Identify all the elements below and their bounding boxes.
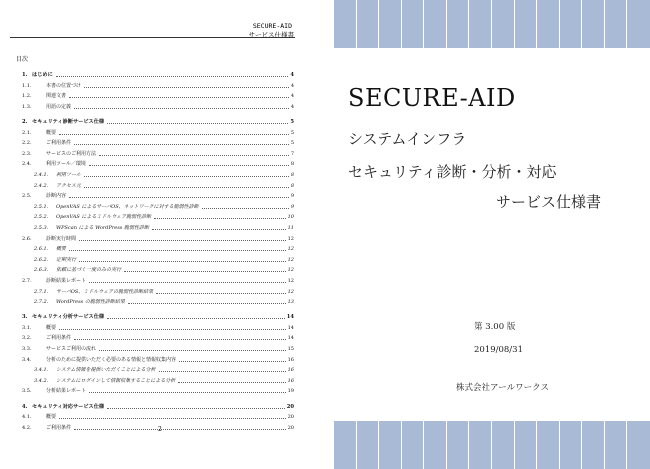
toc-leader-dots xyxy=(74,107,289,109)
toc-leader-dots xyxy=(79,239,286,241)
cover-band-cell xyxy=(424,421,447,469)
toc-leader-dots xyxy=(178,381,285,383)
toc-entry-title: 利用ツール／環境 xyxy=(46,161,86,168)
toc-entry-number: 2.6.3. xyxy=(34,267,49,274)
cover-band-cell xyxy=(492,421,515,469)
toc-entry-page: 12 xyxy=(287,256,294,263)
header-doc-code: SECURE-AID xyxy=(252,22,292,30)
toc-entry-number: 4. xyxy=(22,403,28,410)
toc-entry-title: 依頼に基づく一度のみの実行 xyxy=(56,267,122,274)
toc-leader-dots xyxy=(84,86,289,88)
cover-band-cell xyxy=(492,0,515,48)
toc-entry-title: システム情報を提供いただくことによる分析 xyxy=(56,367,156,374)
toc-entry-number: 2.4.2. xyxy=(34,182,49,189)
toc-entry-number: 3.2. xyxy=(22,335,32,342)
toc-leader-dots xyxy=(107,122,288,124)
toc-entry-number: 2.6. xyxy=(22,235,32,242)
toc-entry-title: セキュリティ分析サービス仕様 xyxy=(32,314,105,321)
toc-leader-dots xyxy=(84,186,289,188)
toc-entry-title: 定期実行 xyxy=(56,256,77,263)
cover-band-cell xyxy=(627,0,650,48)
cover-subtitle-line3: サービス仕様書 xyxy=(496,193,602,211)
toc-entry-number: 2.2. xyxy=(22,140,32,147)
toc-entry-title: WordPress の脆弱性診断結果 xyxy=(56,299,125,306)
toc-leader-dots xyxy=(59,417,286,419)
toc-entry-title: 概要 xyxy=(56,246,67,253)
cover-band-cell xyxy=(582,0,605,48)
toc-entry-title: アクセス元 xyxy=(56,182,81,189)
toc-leader-dots xyxy=(79,260,286,262)
toc-entry-title: 診断実行時間 xyxy=(46,235,77,242)
cover-band-cell xyxy=(515,421,538,469)
toc-entry-title: 分析のために提供いただく必要のある情報と情報収集内容 xyxy=(46,356,177,363)
toc-entry-number: 3.5. xyxy=(22,388,32,395)
toc-entry-number: 2.5.1. xyxy=(34,203,49,210)
toc-entry[interactable] xyxy=(22,159,294,167)
toc-entry-title: 診断結果レポート xyxy=(46,277,87,284)
toc-entry[interactable] xyxy=(22,412,294,420)
toc-entry[interactable] xyxy=(34,297,294,305)
toc-entry-number: 2.4.1. xyxy=(34,171,49,178)
toc-entry[interactable] xyxy=(22,149,294,157)
toc-entry-page: 19 xyxy=(287,388,294,395)
toc-leader-dots xyxy=(152,228,286,230)
toc-entry-page: 16 xyxy=(287,377,294,384)
toc-entry-number: 3.3. xyxy=(22,346,32,352)
header-doc-title: サービス仕様書 xyxy=(248,31,294,39)
toc-entry-number: 2.7.2. xyxy=(34,299,49,306)
toc-entry-title: ご利用条件 xyxy=(46,335,72,342)
toc-entry-title: OpenVAS によるミドルウェア脆弱性診断 xyxy=(56,214,152,221)
toc-entry[interactable] xyxy=(22,344,294,352)
cover-subtitle-line2: セキュリティ診断・分析・対応 xyxy=(348,163,557,181)
toc-entry-page: 5 xyxy=(290,118,294,125)
toc-entry-page: 12 xyxy=(287,246,294,253)
toc-entry[interactable] xyxy=(22,138,294,146)
toc-leader-dots xyxy=(107,407,285,409)
toc-leader-dots xyxy=(59,328,286,330)
toc-entry-number: 4.2. xyxy=(22,424,32,431)
toc-leader-dots xyxy=(59,133,289,135)
toc-entry-page: 14 xyxy=(287,335,294,342)
toc-entry[interactable] xyxy=(22,323,294,331)
cover-band-cell xyxy=(605,0,628,48)
cover-band-cell xyxy=(424,0,447,48)
toc-entry[interactable] xyxy=(22,128,294,136)
cover-band-cell xyxy=(537,0,560,48)
toc-entry-title: WPScan による WordPress 脆弱性診断 xyxy=(56,224,149,231)
toc-entry-title: 概要 xyxy=(46,324,57,331)
toc-entry-page: 4 xyxy=(290,103,294,110)
toc-entry-page: 8 xyxy=(290,161,294,168)
toc-entry-title: OpenVAS によるサーバOS、ネットワークに対する脆弱性診断 xyxy=(56,203,199,210)
toc-entry[interactable] xyxy=(22,312,294,320)
toc-leader-dots xyxy=(74,143,289,145)
cover-band-cell xyxy=(447,0,470,48)
toc-entry-title: 本書の位置づけ xyxy=(46,82,82,89)
page-number: 2 xyxy=(158,426,162,433)
toc-entry-page: 9 xyxy=(290,193,294,200)
toc-entry-title: サービスのご利用方法 xyxy=(46,150,97,157)
cover-title: SECURE-AID xyxy=(348,84,516,112)
toc-entry[interactable] xyxy=(34,376,294,384)
toc-leader-dots xyxy=(107,317,285,319)
toc-entry-number: 2. xyxy=(22,118,28,125)
toc-leader-dots xyxy=(69,249,286,251)
toc-entry-number: 2.4. xyxy=(22,161,32,168)
toc-leader-dots xyxy=(56,75,289,77)
toc-entry-page: 20 xyxy=(286,403,294,410)
toc-entry[interactable] xyxy=(22,355,294,363)
toc-leader-dots xyxy=(154,217,285,219)
toc-entry-page: 20 xyxy=(287,424,294,431)
toc-leader-dots xyxy=(99,349,286,351)
toc-leader-dots xyxy=(179,360,286,362)
toc-entry-number: 1.3. xyxy=(22,103,32,110)
toc-leader-dots xyxy=(89,164,289,166)
toc-entry-page: 4 xyxy=(290,93,294,100)
toc-entry[interactable] xyxy=(34,287,294,295)
toc-entry[interactable] xyxy=(34,181,294,189)
cover-band-cell xyxy=(402,0,425,48)
cover-band-cell xyxy=(515,0,538,48)
toc-entry-number: 1.2. xyxy=(22,93,32,100)
toc-entry[interactable] xyxy=(22,91,294,99)
toc-leader-dots xyxy=(69,96,289,98)
toc-list xyxy=(0,0,322,469)
toc-entry-page: 12 xyxy=(287,277,294,284)
cover-version: 第 3.00 版 xyxy=(474,322,516,332)
toc-entry-page: 12 xyxy=(287,235,294,242)
cover-band-cell xyxy=(605,421,628,469)
toc-entry[interactable] xyxy=(22,191,294,199)
toc-leader-dots xyxy=(74,338,286,340)
toc-entry-page: 4 xyxy=(290,82,294,89)
toc-entry[interactable] xyxy=(22,276,294,284)
toc-entry-title: 概要 xyxy=(46,129,57,136)
toc-entry-page: 14 xyxy=(286,314,294,321)
toc-entry-number: 1.1. xyxy=(22,82,32,89)
toc-entry-page: 13 xyxy=(287,299,294,306)
toc-entry-title: サーバOS、ミドルウェアの脆弱性診断結果 xyxy=(56,288,154,295)
toc-page xyxy=(0,0,322,469)
toc-entry-page: 4 xyxy=(290,72,294,78)
toc-entry[interactable] xyxy=(34,223,294,231)
toc-entry-number: 3. xyxy=(22,314,28,321)
toc-leader-dots xyxy=(124,270,286,272)
toc-entry[interactable] xyxy=(22,234,294,242)
toc-entry-page: 9 xyxy=(290,203,294,210)
toc-entry[interactable] xyxy=(34,212,294,220)
toc-entry-title: 診断内容 xyxy=(46,193,67,200)
cover-band-cell xyxy=(357,421,380,469)
toc-entry-title: はじめに xyxy=(32,72,53,78)
toc-entry-page: 16 xyxy=(287,356,294,363)
cover-band-cell xyxy=(334,0,357,48)
toc-leader-dots xyxy=(69,196,289,198)
cover-band-cell xyxy=(447,421,470,469)
toc-leader-dots xyxy=(156,292,286,294)
toc-leader-dots xyxy=(84,175,289,177)
toc-leader-dots xyxy=(159,370,286,372)
toc-heading: 目次 xyxy=(16,56,29,63)
toc-entry[interactable] xyxy=(34,265,294,273)
toc-entry-number: 3.4.1. xyxy=(34,367,49,374)
toc-entry[interactable] xyxy=(22,117,294,125)
toc-entry[interactable] xyxy=(22,102,294,110)
toc-entry-title: 関連文書 xyxy=(46,93,67,100)
toc-entry-number: 2.6.1. xyxy=(34,246,49,253)
toc-entry-page: 8 xyxy=(290,182,294,189)
toc-entry-page: 5 xyxy=(290,140,294,147)
cover-band-cell xyxy=(379,0,402,48)
toc-entry-page: 8 xyxy=(290,171,294,178)
toc-leader-dots xyxy=(89,281,286,283)
cover-band-cell xyxy=(469,421,492,469)
cover-band-cell xyxy=(357,0,380,48)
toc-entry-number: 1. xyxy=(22,72,28,78)
cover-date: 2019/08/31 xyxy=(474,345,523,355)
toc-entry-title: セキュリティ対応サービス仕様 xyxy=(32,403,105,410)
cover-band-cell xyxy=(379,421,402,469)
toc-entry-page: 12 xyxy=(287,288,294,295)
toc-entry[interactable] xyxy=(22,333,294,341)
toc-entry[interactable] xyxy=(34,365,294,373)
toc-entry-number: 2.5. xyxy=(22,193,32,200)
toc-leader-dots xyxy=(202,207,289,209)
toc-entry[interactable] xyxy=(22,81,294,89)
cover-band-cell xyxy=(334,421,357,469)
toc-entry-title: 概要 xyxy=(46,414,57,421)
toc-entry-title: 利用ツール xyxy=(56,171,81,178)
toc-entry-number: 2.1. xyxy=(22,129,32,136)
cover-band-cell xyxy=(560,0,583,48)
toc-entry-number: 2.7.1. xyxy=(34,288,49,295)
toc-entry-page: 14 xyxy=(287,324,294,331)
toc-entry[interactable] xyxy=(22,70,294,78)
toc-entry[interactable] xyxy=(34,244,294,252)
toc-entry-page: 5 xyxy=(290,129,294,136)
toc-entry-number: 2.3. xyxy=(22,150,32,157)
cover-company: 株式会社アールワークス xyxy=(456,383,549,393)
cover-band-cell xyxy=(560,421,583,469)
toc-entry-number: 3.4. xyxy=(22,356,32,363)
cover-band-cell xyxy=(402,421,425,469)
toc-entry-title: ご利用条件 xyxy=(46,140,72,147)
toc-entry-number: 2.7. xyxy=(22,277,32,284)
cover-top-band xyxy=(334,0,650,48)
toc-entry-title: セキュリティ診断サービス仕様 xyxy=(32,118,105,125)
toc-leader-dots xyxy=(99,154,289,156)
toc-entry[interactable] xyxy=(34,202,294,210)
toc-entry-number: 2.6.2. xyxy=(34,256,49,263)
toc-entry[interactable] xyxy=(34,255,294,263)
toc-entry-page: 10 xyxy=(287,214,294,221)
toc-entry-number: 3.4.2. xyxy=(34,377,49,384)
page-gutter xyxy=(322,0,334,469)
cover-page xyxy=(334,0,650,469)
toc-entry-title: システムにログインして情報収集することによる分析 xyxy=(56,377,176,384)
toc-entry-page: 7 xyxy=(290,150,294,157)
toc-entry-number: 2.5.3. xyxy=(34,224,49,231)
toc-entry-page: 20 xyxy=(287,414,294,421)
toc-entry-page: 16 xyxy=(287,367,294,374)
toc-leader-dots xyxy=(74,428,286,430)
toc-entry-page: 12 xyxy=(287,267,294,274)
toc-entry-number: 3.1. xyxy=(22,324,32,331)
toc-entry-number: 4.1. xyxy=(22,414,32,421)
toc-entry[interactable] xyxy=(34,170,294,178)
toc-entry-title: 用語の定義 xyxy=(46,103,72,110)
toc-entry-title: ご利用条件 xyxy=(46,424,72,431)
toc-entry-title: サービスご利用の流れ xyxy=(46,346,97,352)
toc-entry-number: 2.5.2. xyxy=(34,214,49,221)
toc-entry-page: 11 xyxy=(287,224,294,231)
toc-entry[interactable] xyxy=(22,386,294,394)
toc-entry-title: 分析結果レポート xyxy=(46,388,87,395)
toc-entry-page: 15 xyxy=(287,346,294,352)
cover-band-cell xyxy=(537,421,560,469)
cover-bottom-band xyxy=(334,421,650,469)
cover-band-cell xyxy=(469,0,492,48)
cover-band-cell xyxy=(627,421,650,469)
cover-subtitle-line1: システムインフラ xyxy=(348,130,467,148)
toc-leader-dots xyxy=(128,302,286,304)
cover-band-cell xyxy=(582,421,605,469)
toc-entry[interactable] xyxy=(22,402,294,410)
toc-leader-dots xyxy=(89,391,286,393)
